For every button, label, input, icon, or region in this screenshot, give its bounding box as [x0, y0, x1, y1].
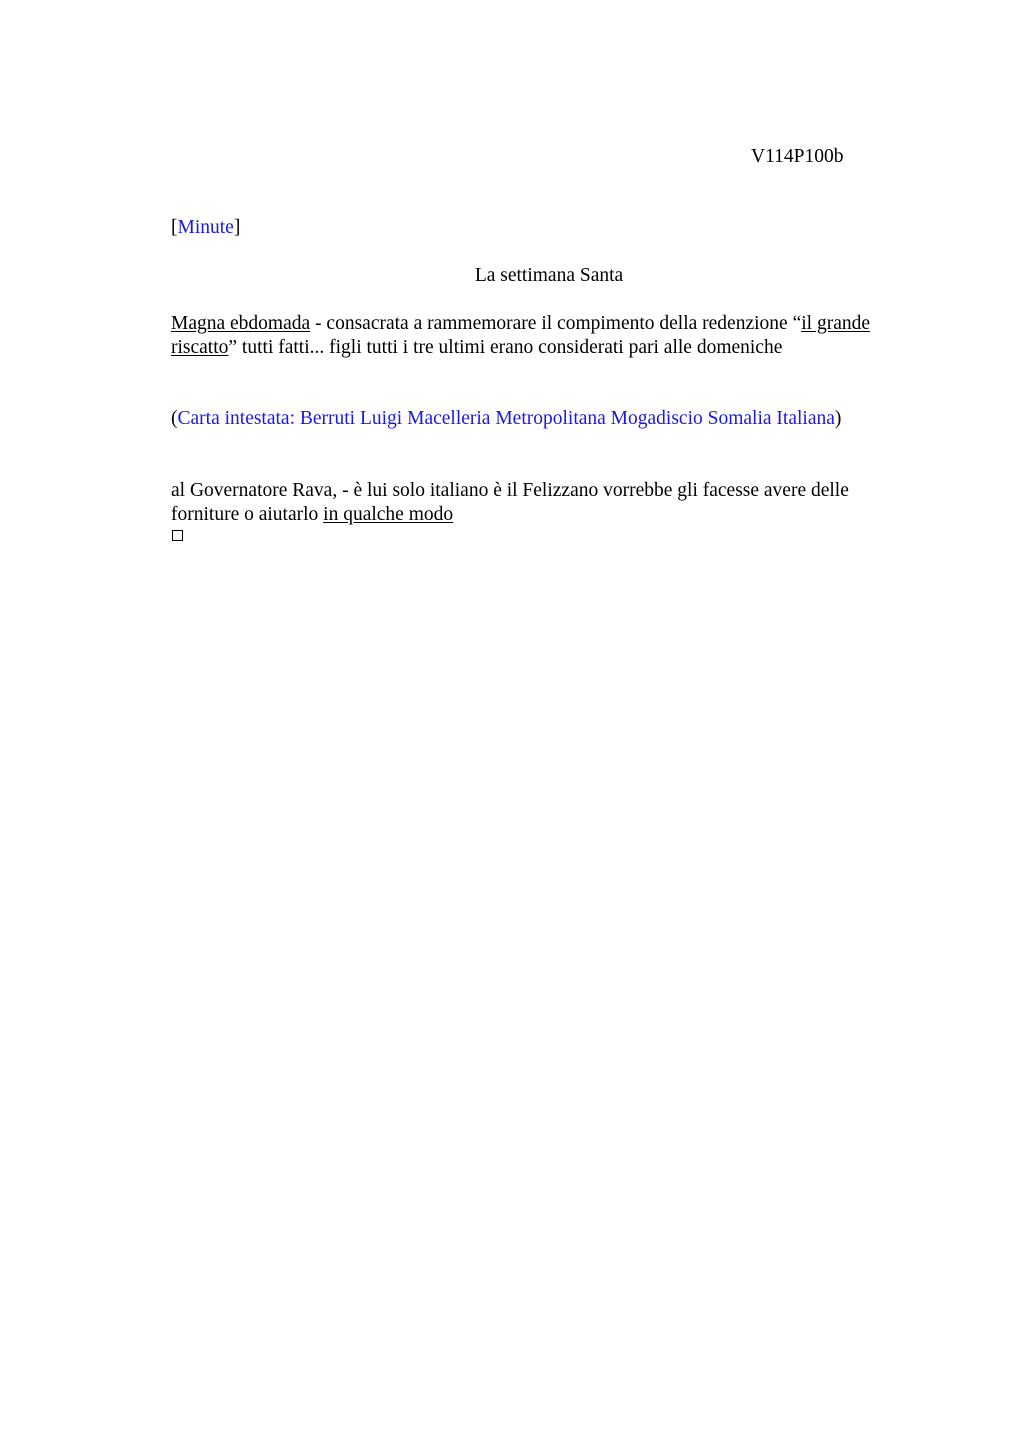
paragraph-line-1: al Governatore Rava, - è lui solo italiano è il Felizzano vorrebbe gli facesse avere delle: [171, 480, 849, 501]
end-marker-box-icon: [172, 530, 183, 541]
editorial-tag-close-bracket: ]: [233, 217, 241, 238]
letterhead-open-paren: (: [171, 408, 178, 429]
editorial-tag-label: Minute: [177, 217, 234, 238]
paragraph-governatore: [171, 479, 931, 527]
paragraph-settimana-santa: [171, 312, 931, 360]
paragraph-text: - consacrata a rammemorare il compimento della redenzione “: [310, 313, 802, 334]
document-title: La settimana Santa: [474, 265, 624, 286]
underlined-phrase-magna-ebdomada: Magna ebdomada: [171, 313, 311, 334]
editorial-tag-open-bracket: [: [171, 217, 178, 238]
page-id: V114P100b: [751, 146, 844, 167]
underlined-phrase-riscatto: riscatto: [171, 337, 229, 358]
letterhead-close-paren: ): [834, 408, 842, 429]
letterhead-note-text: Carta intestata: Berruti Luigi Macelleria Metropolitana Mogadiscio Somalia Italiana: [177, 408, 835, 429]
editorial-tag: [171, 217, 240, 239]
underlined-phrase-il-grande: il grande: [801, 313, 870, 334]
letterhead-note: [171, 407, 931, 431]
paragraph-line-2-text: forniture o aiutarlo: [171, 504, 324, 525]
paragraph-text: ” tutti fatti... figli tutti i tre ultimi erano considerati pari alle domeniche: [228, 337, 783, 358]
underlined-phrase-in-qualche-modo: in qualche modo: [323, 504, 454, 525]
